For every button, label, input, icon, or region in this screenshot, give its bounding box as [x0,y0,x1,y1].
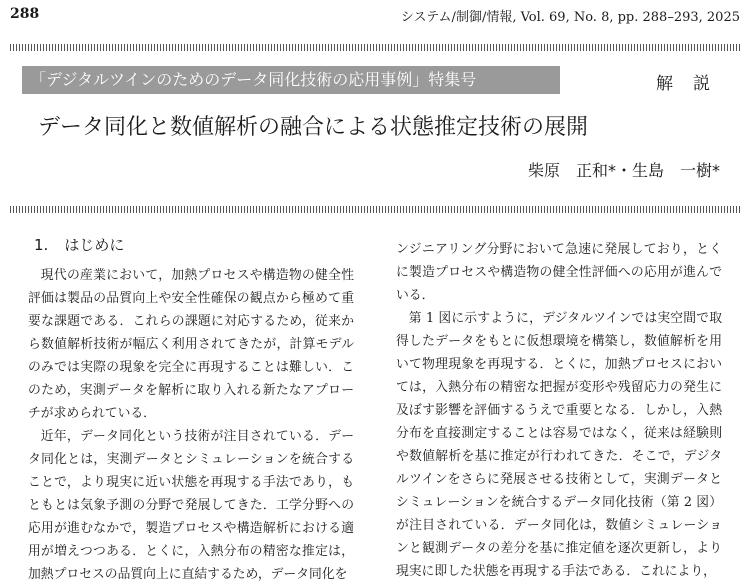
special-issue-banner: 「デジタルツインのためのデータ同化技術の応用事例」特集号 [22,66,560,94]
paragraph: 第 1 図に示すように，デジタルツインでは実空間で取得したデータをもとに仮想環境を構築し，数値解析を用いて物理現象を再現する．とくに，加熱プロセスにおいては，入熱分布の精密な把握が変形や残留応力の発生に及ぼす影響を評価するうえで重要となる．しかし，入熱分布を直接測定することは容易ではなく，従来は経験則や数値解析を基に推定が行われてきた．そこで，デジタルツインをさらに発展させる技術として，実測データとシミュレーションを統合するデータ同化技術（第 2 図）が注目されている．データ同化は，数値シミュレーションと観測データの差分を基に推定値を逐次更新し，より現実に即した状態を再現する手法である．これにより， [396,311,722,579]
mid-hatch-rule [10,206,740,213]
paragraph: 現代の産業において，加熱プロセスや構造物の健全性評価は製品の品質向上や安全性確保の観点から極めて重要な課題である．これらの課題に対応するため，従来から数値解析技術が幅広く利用されてきたが，計算モデルのみでは実際の現象を完全に再現することは難しい．このため，実測データを解析に取り入れる新たなアプローチが求められている． [28,268,354,421]
right-column [396,238,722,579]
journal-citation: システム/制御/情報, Vol. 69, No. 8, pp. 288–293, 2025 [400,10,740,25]
paragraph: ンジニアリング分野において急速に発展しており，とくに製造プロセスや構造物の健全性評価への応用が進んでいる． [396,242,722,303]
section-heading [34,234,354,256]
section-title: はじめに [64,236,125,254]
section-number: 1. [34,236,49,254]
page-header [10,6,740,24]
paragraph: 近年，データ同化という技術が注目されている．データ同化とは，実測データとシミュレーションを統合することで，より現実に近い状態を再現する手法であり，もともとは気象予測の分野で発展してきた．工学分野への応用が進むなかで，製造プロセスや構造解析における適用が増えつつある．とくに，入熱分布の精密な推定は，加熱プロセスの品質向上に直結するため，データ同化を [28,429,354,582]
article-category: 解説 [656,74,730,94]
article-authors: 柴原 正和*・生島 一樹* [527,161,720,180]
left-column [28,234,354,582]
page-number: 288 [10,6,40,22]
article-title: データ同化と数値解析の融合による状態推定技術の展開 [38,115,589,140]
top-hatch-rule [10,44,740,51]
